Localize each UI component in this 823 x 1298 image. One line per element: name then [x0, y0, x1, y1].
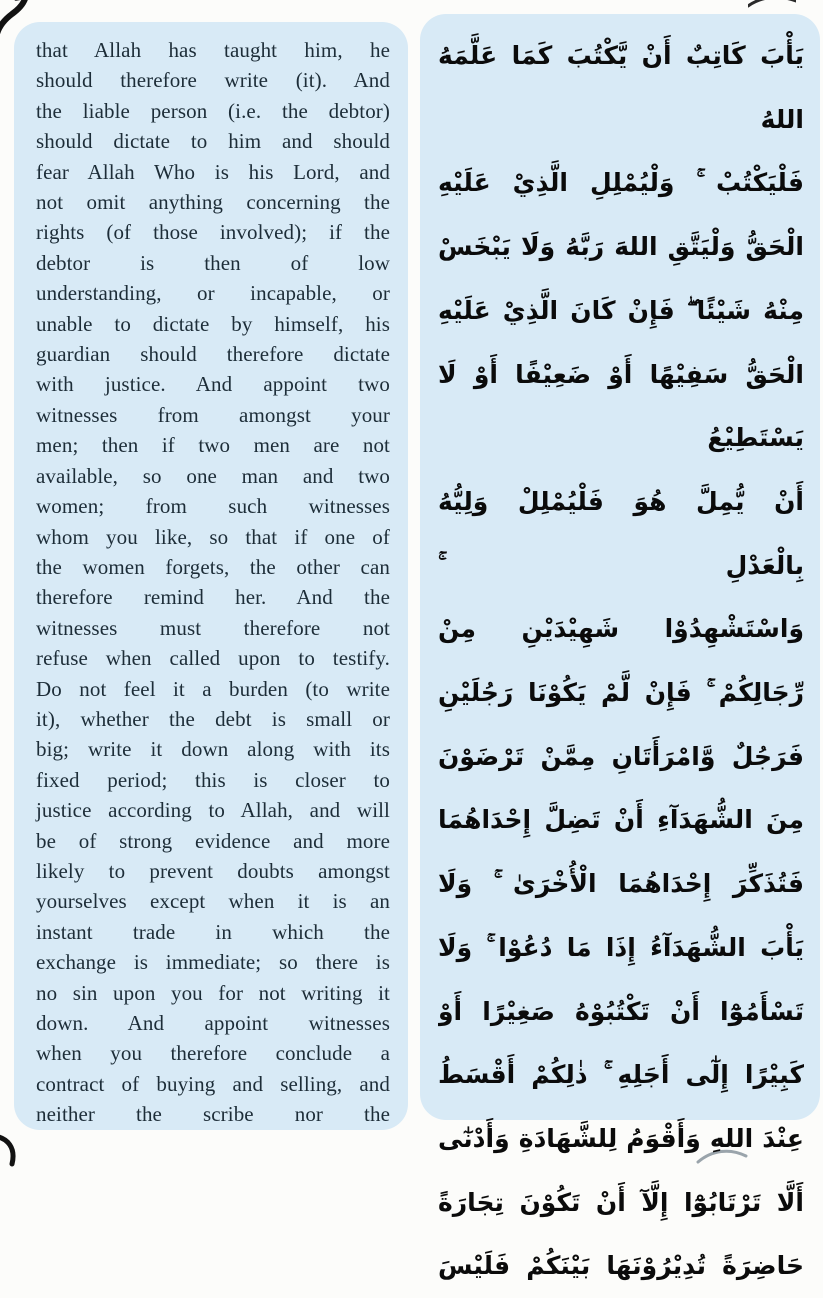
translation-line: unable to dictate by himself, his — [36, 311, 390, 336]
translation-line: contract of buying and selling, and — [36, 1071, 390, 1096]
translation-line: understanding, or incapable, or — [36, 281, 390, 306]
translation-line: when you therefore conclude a — [36, 1041, 390, 1066]
translation-line: the women forgets, the other can — [36, 554, 390, 579]
arabic-verse-line: يَأْبَ كَاتِبٌ أَنْ يَّكْتُبَ كَمَا عَلَّمَهُ اللهُ — [438, 41, 804, 134]
translation-line: not omit anything concerning the — [36, 190, 390, 215]
translation-line: neither the scribe nor the — [36, 1102, 390, 1127]
translation-panel — [14, 22, 408, 1130]
translation-line: be of strong evidence and more — [36, 828, 390, 853]
arabic-verse-line: الْحَقُّ وَلْيَتَّقِ اللهَ رَبَّهُ وَلَا يَبْخَسْ — [438, 232, 804, 262]
arabic-verse-line: فَرَجُلٌ وَّامْرَأَتَانِ مِمَّنْ تَرْضَوْنَ — [438, 741, 804, 771]
arabic-verse-line: عِنْدَ اللهِ وَأَقْوَمُ لِلشَّهَادَةِ وَأَدْنٰٓى — [438, 1123, 804, 1153]
arabic-verse-line: يَأْبَ الشُّهَدَآءُ إِذَا مَا دُعُوْا ۚ وَلَا — [438, 932, 804, 962]
corner-flourish-top-right-icon — [748, 0, 796, 8]
translation-line: fear Allah Who is his Lord, and — [36, 159, 390, 184]
arabic-verse-line: أَلَّا تَرْتَابُوْٓا إِلَّآ أَنْ تَكُوْنَ تِجَارَةً — [438, 1187, 804, 1217]
translation-line: fixed period; this is closer to — [36, 767, 390, 792]
translation-line: whom you like, so that if one of — [36, 524, 390, 549]
translation-line: Do not feel it a burden (to write — [36, 676, 390, 701]
translation-line: refuse when called upon to testify. — [36, 646, 390, 671]
translation-line: instant trade in which the — [36, 919, 390, 944]
arabic-verse-line: الْحَقُّ سَفِيْهًا أَوْ ضَعِيْفًا أَوْ لَا يَسْتَطِيْعُ — [438, 359, 804, 453]
corner-flourish-bottom-left-icon — [0, 1128, 30, 1168]
arabic-verse-line: أَنْ يُّمِلَّ هُوَ فَلْيُمْلِلْ وَلِيُّهُ بِالْعَدْلِ ۚ — [438, 486, 804, 580]
arabic-verse-text — [438, 24, 804, 1298]
translation-line: guardian should therefore dictate — [36, 342, 390, 367]
translation-line: therefore remind her. And the — [36, 585, 390, 610]
arabic-verse-line: فَلْيَكْتُبْ ۚ وَلْيُمْلِلِ الَّذِيْ عَلَيْهِ — [438, 168, 804, 198]
translation-line: yourselves except when it is an — [36, 889, 390, 914]
arabic-verse-line: مِنْهُ شَيْئًا ۖ فَإِنْ كَانَ الَّذِيْ عَلَيْهِ — [438, 295, 804, 325]
translation-line: big; write it down along with its — [36, 737, 390, 762]
arabic-verse-line: رِّجَالِكُمْ ۚ فَإِنْ لَّمْ يَكُوْنَا رَجُلَيْنِ — [438, 678, 804, 708]
translation-line: down. And appoint witnesses — [36, 1011, 390, 1035]
arabic-verse-line: مِنَ الشُّهَدَآءِ أَنْ تَضِلَّ إِحْدَاهُمَا — [438, 805, 804, 835]
translation-line: with justice. And appoint two — [36, 372, 390, 397]
translation-line: women; from such witnesses — [36, 494, 390, 519]
translation-line: no sin upon you for not writing it — [36, 980, 390, 1005]
translation-line: it), whether the debt is small or — [36, 706, 390, 731]
translation-line: witnesses must therefore not — [36, 615, 390, 640]
translation-line: rights (of those involved); if the — [36, 220, 390, 245]
arabic-verse-panel — [420, 14, 820, 1281]
translation-line: should dictate to him and should — [36, 129, 390, 154]
arabic-verse-line: حَاضِرَةً تُدِيْرُوْنَهَا بَيْنَكُمْ فَلَيْسَ — [438, 1251, 804, 1281]
translation-line: exchange is immediate; so there is — [36, 950, 390, 975]
arabic-verse-line: كَبِيْرًا إِلٰٓى أَجَلِهِ ۚ ذٰلِكُمْ أَقْسَطُ — [438, 1060, 804, 1090]
translation-line: available, so one man and two — [36, 463, 390, 488]
translation-line: men; then if two men are not — [36, 433, 390, 458]
arabic-verse-line: وَاسْتَشْهِدُوْا شَهِيْدَيْنِ مِنْ — [438, 614, 804, 644]
translation-line: witnesses from amongst your — [36, 402, 390, 427]
arabic-verse-line: تَسْأَمُوْٓا أَنْ تَكْتُبُوْهُ صَغِيْرًا أَوْ — [438, 996, 804, 1026]
translation-line: justice according to Allah, and will — [36, 798, 390, 823]
translation-line: should therefore write (it). And — [36, 68, 390, 93]
arabic-verse-line: فَتُذَكِّرَ إِحْدَاهُمَا الْأُخْرَىٰ ۚ وَلَا — [438, 869, 804, 899]
translation-text — [36, 35, 390, 1130]
translation-line: that Allah has taught him, he — [36, 38, 390, 62]
translation-line: the liable person (i.e. the debtor) — [36, 98, 390, 123]
translation-line: likely to prevent doubts amongst — [36, 858, 390, 883]
translation-line: debtor is then of low — [36, 250, 390, 275]
